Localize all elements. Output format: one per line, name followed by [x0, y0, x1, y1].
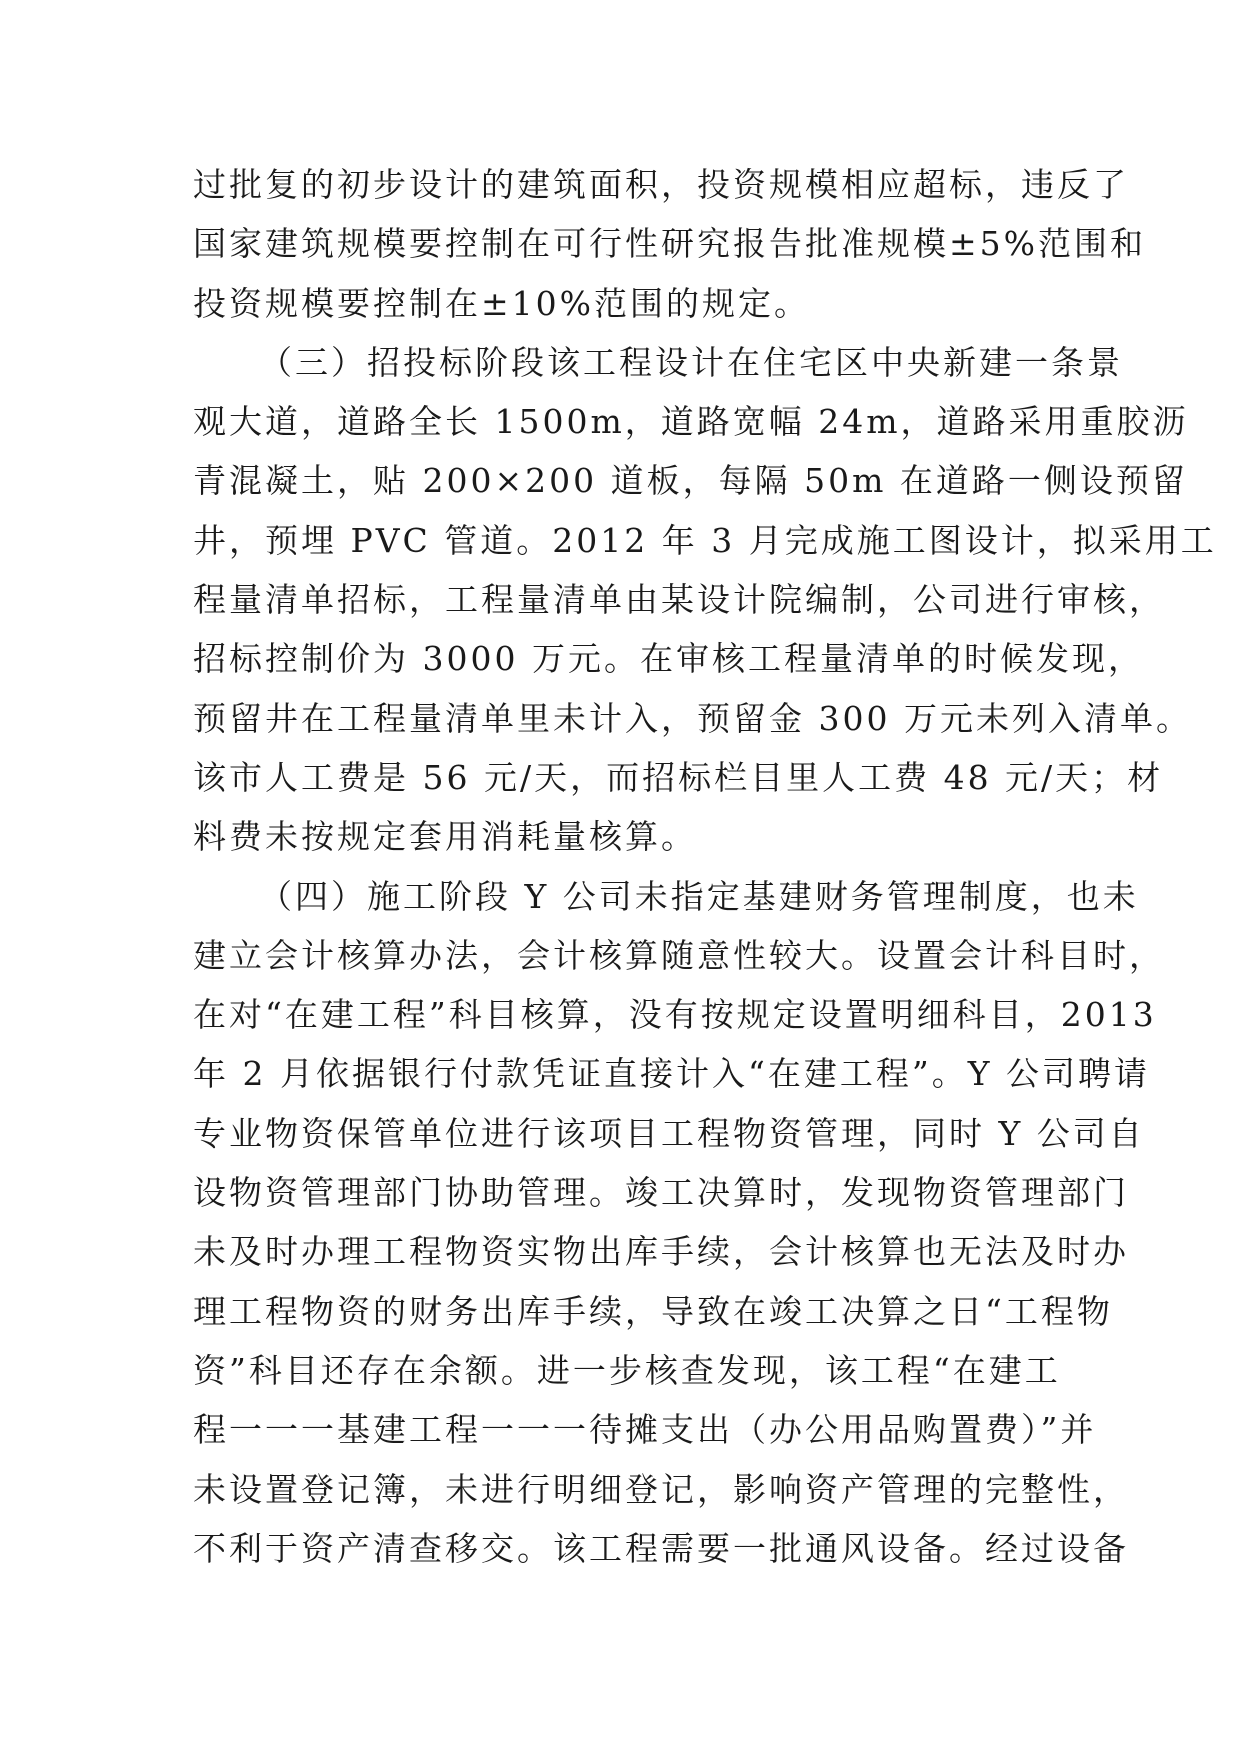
text-line: 年 2 月依据银行付款凭证直接计入“在建工程”。Y 公司聘请 — [193, 1054, 1150, 1094]
text-line: 在对“在建工程”科目核算，没有按规定设置明细科目，2013 — [193, 995, 1157, 1035]
document-body — [193, 155, 1217, 1578]
text-line: 程量清单招标，工程量清单由某设计院编制，公司进行审核， — [193, 580, 1165, 620]
text-line: 建立会计核算办法，会计核算随意性较大。设置会计科目时， — [193, 935, 1165, 975]
text-line: 专业物资保管单位进行该项目工程物资管理，同时 Y 公司自 — [193, 1113, 1145, 1153]
text-line: 青混凝土，贴 200×200 道板，每隔 50m 在道路一侧设预留 — [193, 461, 1188, 501]
text-line: 未设置登记簿，未进行明细登记，影响资产管理的完整性， — [193, 1469, 1129, 1509]
text-line: 招标控制价为 3000 万元。在审核工程量清单的时候发现， — [193, 639, 1144, 679]
text-line: 不利于资产清查移交。该工程需要一批通风设备。经过设备 — [193, 1528, 1129, 1568]
text-line: 该市人工费是 56 元/天，而招标栏目里人工费 48 元/天；材 — [193, 757, 1164, 797]
text-line: 预留井在工程量清单里未计入，预留金 300 万元未列入清单。 — [193, 698, 1192, 738]
text-line: 设物资管理部门协助管理。竣工决算时，发现物资管理部门 — [193, 1173, 1129, 1213]
text-line: 投资规模要控制在±10%范围的规定。 — [193, 283, 810, 323]
text-line: 料费未按规定套用消耗量核算。 — [193, 817, 697, 857]
section-heading-line: （三）招投标阶段该工程设计在住宅区中央新建一条景 — [259, 342, 1123, 382]
text-line: 理工程物资的财务出库手续，导致在竣工决算之日“工程物 — [193, 1291, 1113, 1331]
text-line: 过批复的初步设计的建筑面积，投资规模相应超标，违反了 — [193, 165, 1129, 204]
text-line: 未及时办理工程物资实物出库手续，会计核算也无法及时办 — [193, 1232, 1129, 1272]
text-line: 程一一一基建工程一一一待摊支出（办公用品购置费）”并 — [193, 1410, 1097, 1450]
section-heading-line: （四）施工阶段 Y 公司未指定基建财务管理制度，也未 — [259, 876, 1139, 916]
text-line: 观大道，道路全长 1500m，道路宽幅 24m，道路采用重胶沥 — [193, 402, 1189, 442]
text-line: 资”科目还存在余额。进一步核查发现，该工程“在建工 — [193, 1350, 1061, 1390]
text-line: 井，预埋 PVC 管道。2012 年 3 月完成施工图设计，拟采用工 — [193, 520, 1217, 560]
text-line: 国家建筑规模要控制在可行性研究报告批准规模±5%范围和 — [193, 224, 1147, 264]
